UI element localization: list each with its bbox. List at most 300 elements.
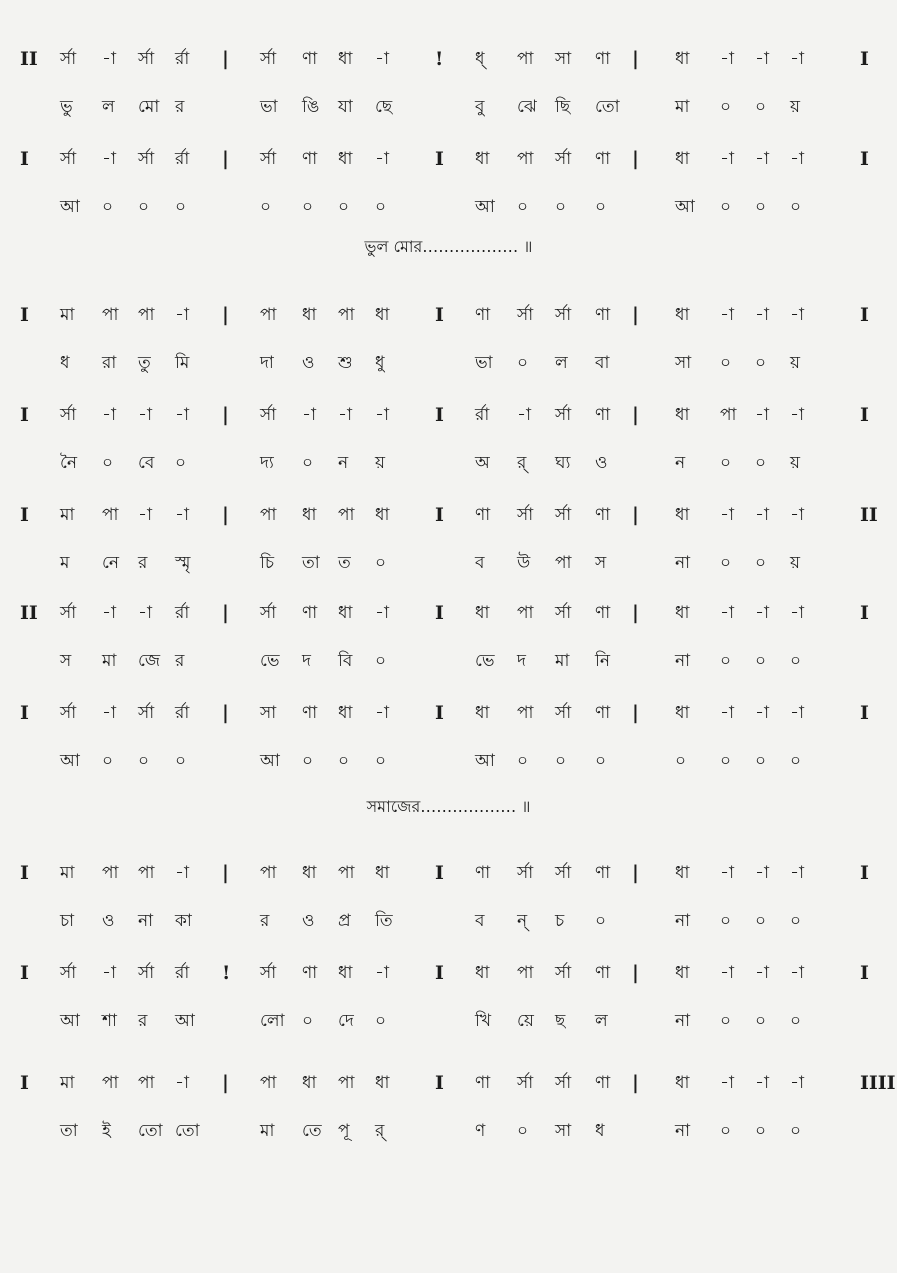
lyric-syllable: ০: [375, 1011, 387, 1031]
lyric-syllable: ০: [138, 751, 150, 771]
swara-note: পা: [102, 305, 119, 325]
lyric-syllable: ঝে: [517, 97, 537, 117]
bar-line: I: [20, 702, 29, 724]
swara-note: -া: [102, 603, 116, 623]
swara-note: র্সা: [555, 1073, 572, 1093]
swara-note: -া: [790, 703, 804, 723]
refrain-tail: ……………… ॥: [420, 797, 531, 816]
swara-note: ধা: [302, 305, 317, 325]
swara-note: র্সা: [555, 505, 572, 525]
swara-note: মা: [60, 1073, 75, 1093]
lyric-syllable: ছে: [375, 97, 393, 117]
swara-note: ণা: [595, 703, 611, 723]
swara-note: ধা: [338, 603, 353, 623]
bar-line: !: [222, 962, 231, 984]
lyric-syllable: না: [138, 911, 154, 931]
bar-line: |: [222, 1072, 229, 1094]
bar-line: II: [860, 504, 878, 526]
swara-note: -া: [138, 405, 152, 425]
lyric-syllable: র: [175, 651, 185, 671]
swara-note: পা: [517, 963, 534, 983]
swara-note: ণা: [302, 603, 318, 623]
lyric-syllable: ০: [755, 1121, 767, 1141]
swara-note: ধা: [375, 1073, 390, 1093]
lyric-syllable: ০: [302, 751, 314, 771]
lyric-syllable: বু: [475, 97, 485, 117]
lyric-syllable: ০: [102, 453, 114, 473]
swara-note: -া: [790, 149, 804, 169]
swara-note: -া: [790, 1073, 804, 1093]
lyric-syllable: ০: [175, 453, 187, 473]
lyric-syllable: ০: [790, 751, 802, 771]
swara-note: র্সা: [555, 963, 572, 983]
swara-note: -া: [102, 963, 116, 983]
lyric-syllable: ০: [138, 197, 150, 217]
lyric-syllable: ০: [375, 553, 387, 573]
swara-note: পা: [102, 863, 119, 883]
lyric-syllable: র্: [517, 453, 527, 473]
lyric-syllable: পূ: [338, 1121, 350, 1141]
lyric-syllable: ০: [175, 197, 187, 217]
swara-note: র্সা: [555, 305, 572, 325]
lyric-syllable: না: [675, 1011, 691, 1031]
lyric-syllable: আ: [475, 751, 495, 771]
swara-note: ধ্: [475, 49, 485, 69]
swara-note: -া: [375, 49, 389, 69]
lyric-syllable: তা: [60, 1121, 78, 1141]
lyric-syllable: ণ: [475, 1121, 486, 1141]
bar-line: |: [632, 48, 639, 70]
lyric-syllable: আ: [175, 1011, 195, 1031]
lyric-syllable: ০: [720, 1121, 732, 1141]
bar-line: |: [632, 962, 639, 984]
lyric-syllable: ঘ্য: [555, 453, 571, 473]
swara-note: ণা: [595, 305, 611, 325]
swara-note: -া: [102, 405, 116, 425]
lyric-syllable: ছ: [555, 1011, 566, 1031]
lyric-line: [20, 906, 880, 936]
lyric-line: [20, 92, 880, 122]
lyric-syllable: দ: [517, 651, 526, 671]
lyric-line: [20, 646, 880, 676]
swara-note: পা: [338, 863, 355, 883]
swara-note: -া: [375, 963, 389, 983]
swara-note: র্সা: [555, 703, 572, 723]
bar-line: I: [860, 702, 869, 724]
lyric-syllable: ০: [755, 911, 767, 931]
swara-note: র্সা: [60, 703, 77, 723]
lyric-syllable: তে: [302, 1121, 322, 1141]
lyric-syllable: অ: [475, 453, 490, 473]
swara-note: -া: [720, 505, 734, 525]
swara-note: ধা: [302, 505, 317, 525]
lyric-syllable: ন: [338, 453, 349, 473]
lyric-syllable: ০: [675, 751, 687, 771]
lyric-syllable: ০: [720, 353, 732, 373]
lyric-syllable: ০: [755, 651, 767, 671]
swara-note: -া: [375, 149, 389, 169]
lyric-syllable: ০: [790, 1011, 802, 1031]
bar-line: I: [20, 862, 29, 884]
lyric-syllable: ০: [790, 651, 802, 671]
swara-note: র্সা: [260, 603, 277, 623]
lyric-syllable: ০: [755, 197, 767, 217]
swara-note: ধা: [338, 963, 353, 983]
bar-line: I: [860, 962, 869, 984]
lyric-syllable: জে: [138, 651, 161, 671]
swara-note: র্সা: [60, 963, 77, 983]
bar-line: |: [222, 702, 229, 724]
swara-note: ধা: [675, 405, 690, 425]
lyric-syllable: উ: [517, 553, 531, 573]
lyric-syllable: য়: [375, 453, 386, 473]
lyric-syllable: চি: [260, 553, 275, 573]
swara-note: -া: [755, 305, 769, 325]
swara-note: মা: [60, 305, 75, 325]
bar-line: |: [632, 504, 639, 526]
swara-note: পা: [517, 149, 534, 169]
swara-note: র্রা: [175, 963, 190, 983]
lyric-line: [20, 1006, 880, 1036]
lyric-syllable: তু: [138, 353, 151, 373]
lyric-syllable: কা: [175, 911, 192, 931]
swara-note: -া: [102, 703, 116, 723]
swara-note: -া: [175, 505, 189, 525]
lyric-syllable: বে: [138, 453, 155, 473]
bar-line: I: [435, 1072, 444, 1094]
swara-note: র্সা: [555, 863, 572, 883]
swara-note: ধা: [475, 603, 490, 623]
swara-note: -া: [102, 49, 116, 69]
bar-line: I: [20, 504, 29, 526]
lyric-syllable: তা: [302, 553, 320, 573]
lyric-syllable: মি: [175, 353, 190, 373]
swara-note: -া: [790, 603, 804, 623]
bar-line: I: [435, 962, 444, 984]
swara-note: -া: [755, 863, 769, 883]
swara-note: পা: [260, 505, 277, 525]
lyric-syllable: ০: [790, 911, 802, 931]
bar-line: I: [20, 404, 29, 426]
lyric-syllable: ০: [790, 197, 802, 217]
bar-line: I: [20, 1072, 29, 1094]
swara-note: র্সা: [138, 149, 155, 169]
bar-line: I: [435, 504, 444, 526]
lyric-syllable: আ: [475, 197, 495, 217]
lyric-syllable: ০: [375, 651, 387, 671]
lyric-syllable: শা: [102, 1011, 117, 1031]
bar-line: I: [860, 48, 869, 70]
bar-line: |: [632, 602, 639, 624]
lyric-syllable: মা: [675, 97, 690, 117]
bar-line: II: [20, 48, 38, 70]
bar-line: |: [222, 862, 229, 884]
swara-note: ধা: [475, 963, 490, 983]
swara-note: পা: [260, 1073, 277, 1093]
swara-note: র্রা: [475, 405, 490, 425]
refrain-text: সমাজের: [366, 797, 421, 816]
lyric-syllable: র: [138, 553, 148, 573]
lyric-syllable: তো: [138, 1121, 163, 1141]
swara-note: ধা: [302, 1073, 317, 1093]
lyric-syllable: চ: [555, 911, 565, 931]
swara-note: ধা: [475, 149, 490, 169]
swara-note: -া: [790, 405, 804, 425]
bar-line: I: [435, 862, 444, 884]
bar-line: |: [222, 148, 229, 170]
swara-note: ণা: [595, 505, 611, 525]
swara-note: -া: [720, 603, 734, 623]
bar-line: !: [435, 48, 444, 70]
swara-note: -া: [302, 405, 316, 425]
lyric-syllable: ০: [302, 1011, 314, 1031]
swara-note: র্সা: [517, 1073, 534, 1093]
bar-line: II: [20, 602, 38, 624]
lyric-syllable: র: [138, 1011, 148, 1031]
swara-note: সা: [555, 49, 572, 69]
lyric-syllable: ০: [720, 553, 732, 573]
swara-note: -া: [755, 603, 769, 623]
lyric-syllable: ধ: [60, 353, 70, 373]
swara-note: ধা: [338, 149, 353, 169]
swara-line: [20, 1068, 896, 1098]
swara-note: -া: [175, 305, 189, 325]
lyric-syllable: সা: [555, 1121, 572, 1141]
lyric-syllable: তি: [375, 911, 393, 931]
lyric-syllable: ০: [755, 453, 767, 473]
swara-note: -া: [720, 1073, 734, 1093]
lyric-syllable: ০: [555, 197, 567, 217]
lyric-syllable: ০: [517, 353, 529, 373]
lyric-line: [20, 348, 880, 378]
lyric-line: [20, 192, 880, 222]
bar-line: I: [435, 148, 444, 170]
lyric-syllable: স্মৃ: [175, 553, 191, 573]
swara-note: ণা: [475, 505, 491, 525]
lyric-syllable: ০: [260, 197, 272, 217]
swara-note: -া: [720, 149, 734, 169]
lyric-syllable: ভু: [60, 97, 73, 117]
lyric-syllable: বা: [595, 353, 610, 373]
swara-note: পা: [102, 505, 119, 525]
swara-note: পা: [138, 1073, 155, 1093]
lyric-syllable: য়: [790, 453, 801, 473]
swara-note: র্সা: [260, 149, 277, 169]
lyric-syllable: ০: [720, 453, 732, 473]
lyric-syllable: আ: [260, 751, 280, 771]
lyric-syllable: মো: [138, 97, 160, 117]
lyric-line: [20, 1116, 880, 1146]
swara-note: -া: [175, 1073, 189, 1093]
swara-note: র্সা: [260, 405, 277, 425]
lyric-syllable: ০: [755, 1011, 767, 1031]
lyric-syllable: মা: [555, 651, 570, 671]
lyric-syllable: ০: [720, 1011, 732, 1031]
lyric-syllable: না: [675, 553, 691, 573]
swara-note: র্রা: [175, 603, 190, 623]
lyric-syllable: ০: [555, 751, 567, 771]
swara-note: পা: [260, 863, 277, 883]
lyric-syllable: ভা: [260, 97, 278, 117]
lyric-syllable: র: [175, 97, 185, 117]
lyric-syllable: স: [60, 651, 72, 671]
swara-note: ধা: [475, 703, 490, 723]
swara-note: র্সা: [260, 49, 277, 69]
swara-note: -া: [102, 149, 116, 169]
bar-line: |: [222, 404, 229, 426]
lyric-syllable: ছি: [555, 97, 571, 117]
bar-line: I: [435, 602, 444, 624]
swara-note: পা: [338, 1073, 355, 1093]
lyric-syllable: ন: [675, 453, 686, 473]
swara-note: ধা: [302, 863, 317, 883]
swara-note: র্সা: [555, 405, 572, 425]
swara-note: -া: [790, 505, 804, 525]
refrain-marker: [0, 792, 897, 822]
lyric-syllable: ০: [102, 751, 114, 771]
swara-note: র্সা: [555, 149, 572, 169]
lyric-syllable: য়: [790, 553, 801, 573]
lyric-syllable: ০: [720, 751, 732, 771]
lyric-syllable: ০: [755, 751, 767, 771]
lyric-syllable: আ: [60, 1011, 80, 1031]
swara-note: র্রা: [175, 703, 190, 723]
lyric-syllable: ০: [720, 911, 732, 931]
bar-line: I: [435, 304, 444, 326]
swara-note: -া: [375, 405, 389, 425]
lyric-syllable: ০: [302, 197, 314, 217]
lyric-syllable: ০: [338, 751, 350, 771]
lyric-line: [20, 548, 880, 578]
swara-note: ধা: [675, 49, 690, 69]
lyric-syllable: ই: [102, 1121, 111, 1141]
swara-note: -া: [755, 963, 769, 983]
swara-note: -া: [720, 305, 734, 325]
swara-note: -া: [720, 963, 734, 983]
swara-note: ণা: [595, 603, 611, 623]
bar-line: I: [435, 404, 444, 426]
lyric-syllable: ০: [517, 1121, 529, 1141]
lyric-syllable: ন্: [517, 911, 528, 931]
swara-note: -া: [175, 405, 189, 425]
lyric-syllable: মা: [260, 1121, 275, 1141]
swara-line: [20, 144, 880, 174]
swara-note: -া: [755, 149, 769, 169]
lyric-syllable: যা: [338, 97, 353, 117]
swara-note: মা: [60, 863, 75, 883]
lyric-syllable: ও: [302, 911, 315, 931]
swara-note: র্রা: [175, 49, 190, 69]
lyric-syllable: ০: [302, 453, 314, 473]
lyric-syllable: ০: [375, 751, 387, 771]
swara-note: র্সা: [60, 405, 77, 425]
lyric-syllable: ০: [517, 197, 529, 217]
swara-note: ণা: [302, 49, 318, 69]
lyric-syllable: খি: [475, 1011, 492, 1031]
swara-line: [20, 858, 880, 888]
swara-note: ণা: [595, 1073, 611, 1093]
swara-note: র্সা: [60, 149, 77, 169]
lyric-syllable: ল: [595, 1011, 608, 1031]
bar-line: IIII: [860, 1072, 896, 1094]
bar-line: |: [222, 48, 229, 70]
bar-line: |: [222, 602, 229, 624]
lyric-syllable: ধু: [375, 353, 385, 373]
lyric-syllable: তো: [175, 1121, 200, 1141]
lyric-syllable: দ: [302, 651, 311, 671]
lyric-syllable: ও: [102, 911, 115, 931]
swara-note: ণা: [595, 963, 611, 983]
bar-line: |: [222, 304, 229, 326]
swara-note: ণা: [302, 703, 318, 723]
swara-note: ধা: [675, 603, 690, 623]
lyric-syllable: ০: [790, 1121, 802, 1141]
swara-note: ণা: [475, 863, 491, 883]
swara-note: -া: [375, 603, 389, 623]
lyric-syllable: র: [260, 911, 270, 931]
lyric-syllable: ঙি: [302, 97, 320, 117]
bar-line: I: [435, 702, 444, 724]
bar-line: I: [860, 404, 869, 426]
lyric-syllable: আ: [60, 751, 80, 771]
swara-note: ধা: [675, 505, 690, 525]
swara-note: ণা: [302, 963, 318, 983]
swara-note: -া: [517, 405, 531, 425]
swara-note: ণা: [475, 305, 491, 325]
lyric-syllable: ও: [302, 353, 315, 373]
lyric-syllable: ০: [338, 197, 350, 217]
lyric-syllable: নৈ: [60, 453, 78, 473]
bar-line: I: [860, 602, 869, 624]
bar-line: |: [632, 148, 639, 170]
swara-note: -া: [755, 505, 769, 525]
swara-note: পা: [517, 49, 534, 69]
swara-note: -া: [375, 703, 389, 723]
swara-note: ধা: [675, 703, 690, 723]
swara-note: র্সা: [60, 49, 77, 69]
swara-line: [20, 698, 880, 728]
refrain-text: ভুল মোর: [364, 237, 423, 256]
swara-note: -া: [720, 863, 734, 883]
swara-line: [20, 300, 880, 330]
bar-line: |: [632, 404, 639, 426]
lyric-syllable: ভে: [260, 651, 280, 671]
swara-note: র্সা: [517, 505, 534, 525]
swara-note: ণা: [595, 405, 611, 425]
lyric-syllable: না: [675, 1121, 691, 1141]
lyric-syllable: নে: [102, 553, 120, 573]
swara-note: -া: [790, 963, 804, 983]
bar-line: |: [632, 702, 639, 724]
bar-line: I: [860, 862, 869, 884]
swara-note: -া: [755, 703, 769, 723]
swara-note: -া: [175, 863, 189, 883]
lyric-syllable: ০: [175, 751, 187, 771]
swara-note: ধা: [338, 49, 353, 69]
swara-note: -া: [790, 49, 804, 69]
swara-note: ণা: [595, 49, 611, 69]
bar-line: |: [222, 504, 229, 526]
lyric-syllable: ব: [475, 911, 485, 931]
swara-note: ধা: [375, 305, 390, 325]
swara-note: ণা: [475, 1073, 491, 1093]
swara-note: -া: [338, 405, 352, 425]
lyric-syllable: স: [595, 553, 607, 573]
lyric-syllable: ল: [555, 353, 568, 373]
swara-note: ণা: [595, 149, 611, 169]
lyric-syllable: র্: [375, 1121, 385, 1141]
lyric-syllable: আ: [675, 197, 695, 217]
